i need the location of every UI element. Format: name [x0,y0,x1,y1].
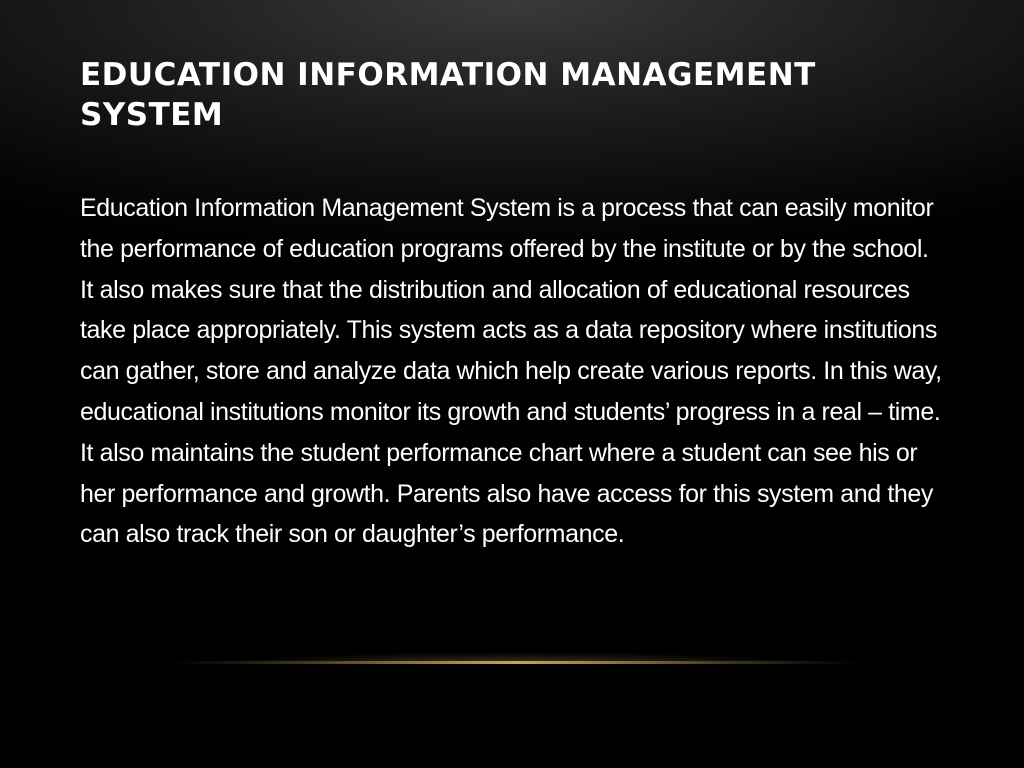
slide-body-text: Education Information Management System is a process that can easily monitor the performance of education programs offered by the institute or by the school. It also makes sure that the distribution and allocation of educational resources take place appropriately. This system acts as a data repository where institutions can gather, store and analyze data which help create various reports. In this way, educational institutions monitor its growth and students’ progress in a real – time. It also maintains the student performance chart where a student can see his or her performance and growth. Parents also have access for this system and they can also track their son or daughter’s performance. [80,194,942,549]
slide-title: EDUCATION INFORMATION MANAGEMENT SYSTEM [80,57,816,133]
gold-divider-line [170,661,860,664]
